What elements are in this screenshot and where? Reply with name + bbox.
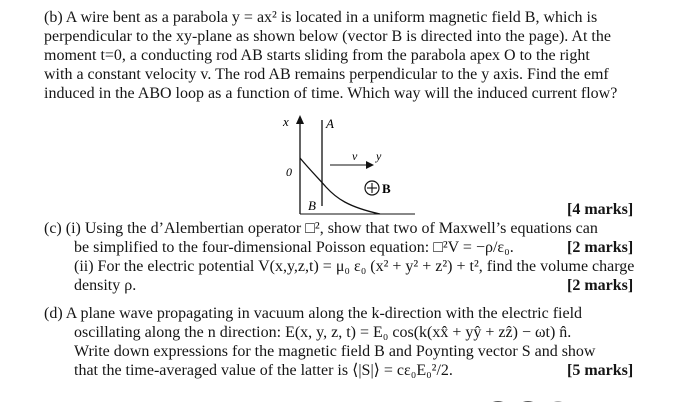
part-c-line-3: (ii) For the electric potential V(x,y,z,t) = μ₀ ε₀ (x² + y² + z²) + t², find the volume charge xyxy=(74,258,635,275)
part-c-marks-1: [2 marks] xyxy=(567,239,634,256)
label-v: v xyxy=(352,149,358,163)
label-x: x xyxy=(283,114,289,129)
velocity-arrowhead xyxy=(366,161,374,169)
part-d-line-4: that the time-averaged value of the latter is ⟨|S|⟩ = cε₀E₀²/2. xyxy=(74,362,453,379)
label-b: B xyxy=(308,198,316,213)
part-d-line-2: oscillating along the n direction: E(x, y, z, t) = E₀ cos(k(xx̂ + yŷ + zẑ) − ωt) n̂. xyxy=(74,324,572,341)
part-b-line-1: (b) A wire bent as a parabola y = ax² is located in a uniform magnetic field B, which is xyxy=(44,9,598,26)
part-b-marks: [4 marks] xyxy=(567,201,634,218)
part-b-line-3: moment t=0, a conducting rod AB starts sliding from the parabola apex O to the right xyxy=(44,47,590,64)
part-d-line-3: Write down expressions for the magnetic field B and Poynting vector S and show xyxy=(74,343,596,360)
part-b-line-2: perpendicular to the xy-plane as shown below (vector B is directed into the page). At the xyxy=(44,28,611,45)
label-y: y xyxy=(376,149,382,163)
x-axis-arrowhead xyxy=(296,115,304,124)
label-origin: 0 xyxy=(286,165,292,179)
part-c-line-1: (c) (i) Using the d’Alembertian operator □², show that two of Maxwell’s equations can xyxy=(44,220,598,237)
part-c-line-4: density ρ. xyxy=(74,277,137,294)
part-c-line-2: be simplified to the four-dimensional Poisson equation: □²V = −ρ/ε₀. xyxy=(74,239,514,256)
part-b-line-5: induced in the ABO loop as a function of time. Which way will the induced current flow? xyxy=(44,85,618,102)
label-b-field: B xyxy=(382,181,391,196)
part-c-marks-2: [2 marks] xyxy=(567,277,634,294)
part-b-line-4: with a constant velocity v. The rod AB remains perpendicular to the y axis. Find the emf xyxy=(44,66,609,83)
parabola-figure xyxy=(270,110,420,218)
part-d-line-1: (d) A plane wave propagating in vacuum along the k-direction with the electric field xyxy=(44,305,583,322)
part-d-marks: [5 marks] xyxy=(567,362,634,379)
cut-off-text xyxy=(480,392,600,402)
label-a: A xyxy=(326,116,334,131)
